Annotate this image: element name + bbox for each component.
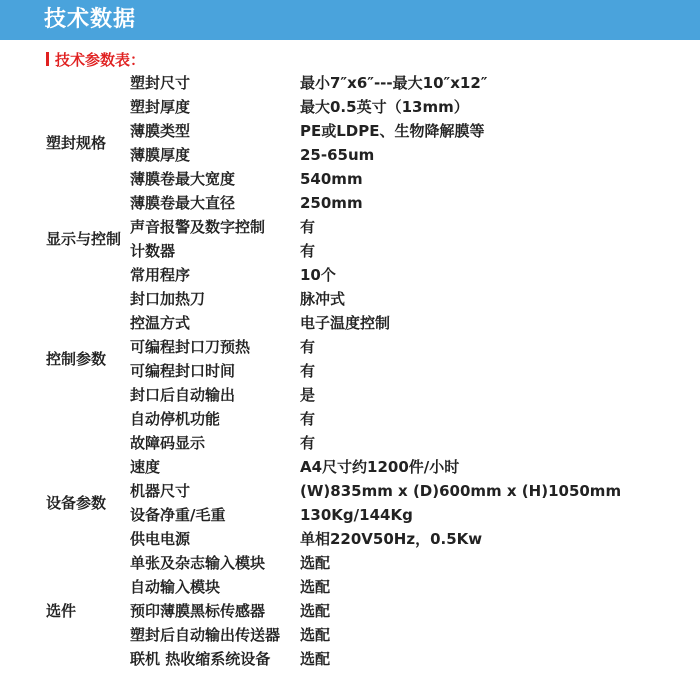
param-value: 130Kg/144Kg xyxy=(300,506,413,524)
param-value: 选配 xyxy=(300,602,331,620)
table-row xyxy=(40,191,680,215)
table-row xyxy=(40,647,680,671)
param-name: 计数器 xyxy=(130,242,176,260)
table-row xyxy=(40,599,680,623)
table-row xyxy=(40,479,680,503)
param-name: 自动输入模块 xyxy=(130,578,221,596)
table-row xyxy=(40,527,680,551)
param-name: 单张及杂志输入模块 xyxy=(130,554,266,572)
param-name: 预印薄膜黑标传感器 xyxy=(130,602,266,620)
param-name: 控温方式 xyxy=(130,314,191,332)
page-title: 技术数据 xyxy=(44,7,137,32)
table-row xyxy=(40,95,680,119)
param-name: 可编程封口时间 xyxy=(130,362,236,380)
param-value: 选配 xyxy=(300,554,331,572)
param-value: 有 xyxy=(300,218,316,236)
param-value: 有 xyxy=(300,434,316,452)
group-name: 显示与控制 xyxy=(46,230,122,248)
group-name: 选件 xyxy=(46,602,77,620)
param-name: 供电电源 xyxy=(130,530,191,548)
table-row xyxy=(40,623,680,647)
param-value: 选配 xyxy=(300,578,331,596)
param-name: 封口后自动输出 xyxy=(130,386,236,404)
table-row xyxy=(40,431,680,455)
param-value: 有 xyxy=(300,242,316,260)
param-value: 有 xyxy=(300,362,316,380)
param-name: 声音报警及数字控制 xyxy=(130,218,266,236)
param-name: 可编程封口刀预热 xyxy=(130,338,251,356)
param-name: 机器尺寸 xyxy=(130,482,191,500)
param-value: 是 xyxy=(300,386,316,404)
table-row xyxy=(40,287,680,311)
param-name: 薄膜类型 xyxy=(130,122,191,140)
group-name: 控制参数 xyxy=(46,350,107,368)
param-value: 选配 xyxy=(300,626,331,644)
table-row xyxy=(40,359,680,383)
param-value: A4尺寸约1200件/小时 xyxy=(300,458,460,476)
table-row xyxy=(40,239,680,263)
param-name: 速度 xyxy=(130,458,161,476)
param-value: PE或LDPE、生物降解膜等 xyxy=(300,122,485,140)
param-value: (W)835mm x (D)600mm x (H)1050mm xyxy=(300,482,622,500)
section-label-text: 技术参数表： xyxy=(55,51,146,69)
param-name: 常用程序 xyxy=(130,266,191,284)
spec-table-body xyxy=(40,71,680,671)
param-value: 脉冲式 xyxy=(300,290,346,308)
param-value: 最小7″x6″---最大10″x12″ xyxy=(300,74,488,92)
param-name: 故障码显示 xyxy=(130,434,206,452)
table-row xyxy=(40,503,680,527)
param-name: 塑封厚度 xyxy=(130,98,191,116)
param-value: 25-65um xyxy=(300,146,375,164)
table-row xyxy=(40,215,680,239)
param-name: 自动停机功能 xyxy=(130,410,221,428)
table-row xyxy=(40,335,680,359)
param-name: 薄膜卷最大宽度 xyxy=(130,170,236,188)
table-row xyxy=(40,575,680,599)
param-value: 有 xyxy=(300,410,316,428)
table-row xyxy=(40,551,680,575)
table-row xyxy=(40,167,680,191)
param-name: 薄膜厚度 xyxy=(130,146,191,164)
table-row xyxy=(40,143,680,167)
param-name: 设备净重/毛重 xyxy=(130,506,226,524)
param-value: 选配 xyxy=(300,650,331,668)
group-name: 设备参数 xyxy=(46,494,107,512)
table-row xyxy=(40,311,680,335)
param-name: 联机 热收缩系统设备 xyxy=(130,650,271,668)
table-row xyxy=(40,407,680,431)
section-marker-bar xyxy=(46,52,49,66)
section-label xyxy=(46,50,145,70)
param-name: 塑封后自动输出传送器 xyxy=(130,626,281,644)
param-value: 540mm xyxy=(300,170,363,188)
param-value: 10个 xyxy=(300,266,336,284)
param-value: 单相220V50Hz，0.5Kw xyxy=(300,530,483,548)
param-name: 塑封尺寸 xyxy=(130,74,191,92)
table-row xyxy=(40,119,680,143)
param-value: 电子温度控制 xyxy=(300,314,391,332)
param-value: 250mm xyxy=(300,194,363,212)
table-row xyxy=(40,455,680,479)
spec-table xyxy=(40,71,680,671)
param-value: 最大0.5英寸（13mm） xyxy=(300,98,469,116)
param-name: 薄膜卷最大直径 xyxy=(130,194,236,212)
table-row xyxy=(40,263,680,287)
param-value: 有 xyxy=(300,338,316,356)
header-bar xyxy=(0,0,700,40)
param-name: 封口加热刀 xyxy=(130,290,206,308)
group-name: 塑封规格 xyxy=(46,134,107,152)
table-row xyxy=(40,71,680,95)
table-row xyxy=(40,383,680,407)
